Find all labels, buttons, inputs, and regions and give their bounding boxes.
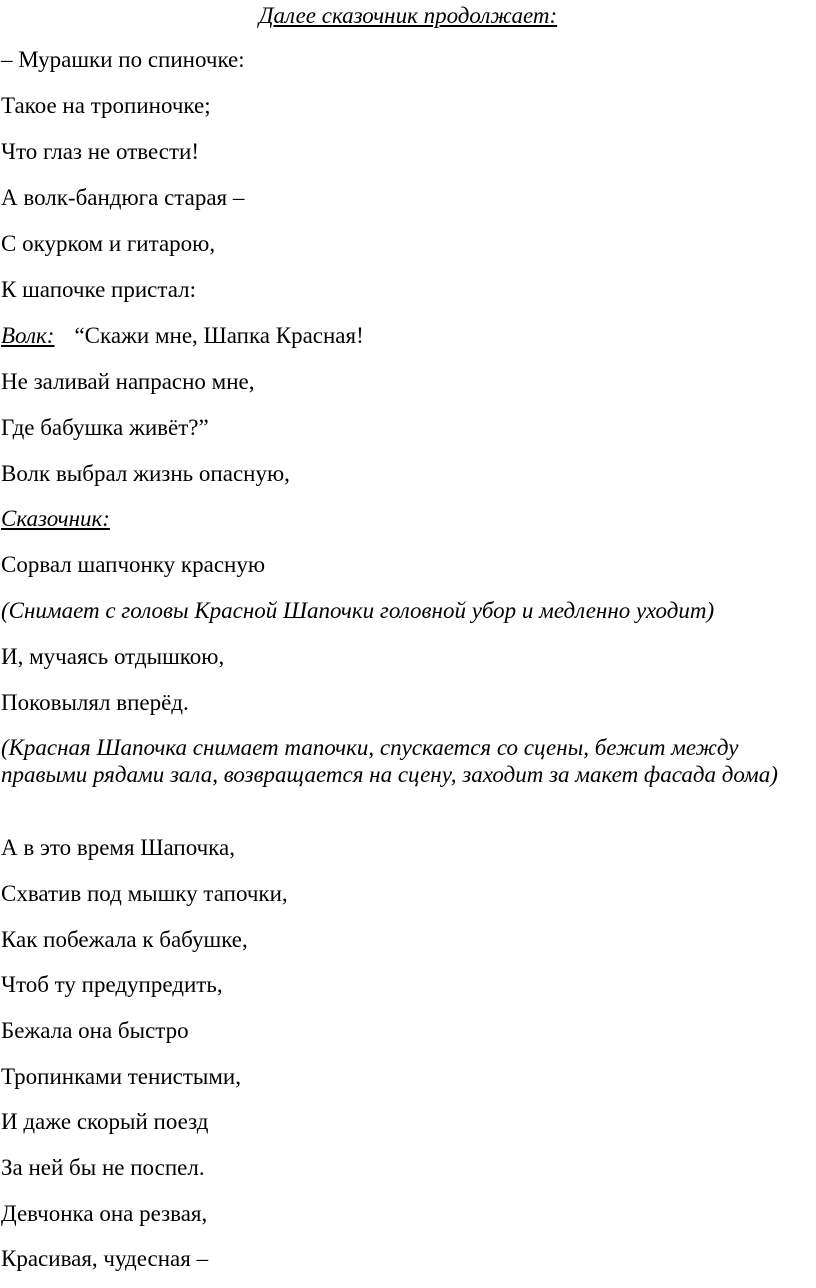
wolf-speech: “Скажи мне, Шапка Красная! bbox=[74, 323, 364, 348]
verse-line: – Мурашки по спиночке: bbox=[1, 47, 245, 72]
dialogue-line-wolf bbox=[1, 322, 364, 350]
verse-line: Схватив под мышку тапочки, bbox=[1, 881, 288, 906]
dialogue-line-narrator bbox=[1, 505, 110, 533]
verse-line: Бежала она быстро bbox=[1, 1018, 189, 1043]
stage-direction: (Красная Шапочка снимает тапочки, спускается со сцены, бежит между правыми рядами зала, возвращается на сцену, заходит за макет фасада дома) bbox=[1, 735, 778, 787]
verse-line: Сорвал шапчонку красную bbox=[1, 552, 266, 577]
verse-line: И, мучаясь отдышкою, bbox=[1, 644, 225, 669]
verse-line: Не заливай напрасно мне, bbox=[1, 369, 255, 394]
speaker-narrator: Сказочник: bbox=[1, 506, 110, 531]
verse-line: Девчонка она резвая, bbox=[1, 1201, 208, 1226]
verse-line: Волк выбрал жизнь опасную, bbox=[1, 461, 290, 486]
verse-line: Что глаз не отвести! bbox=[1, 139, 199, 164]
verse-line: Такое на тропиночке; bbox=[1, 93, 211, 118]
verse-line: Красивая, чудесная – bbox=[1, 1246, 209, 1271]
verse-line: С окурком и гитарою, bbox=[1, 231, 216, 256]
stage-direction: (Снимает с головы Красной Шапочки головной убор и медленно уходит) bbox=[1, 598, 715, 623]
speaker-wolf: Волк: bbox=[1, 323, 55, 348]
verse-line: А волк-бандюга старая – bbox=[1, 185, 245, 210]
verse-line: И даже скорый поезд bbox=[1, 1109, 209, 1134]
verse-line: А в это время Шапочка, bbox=[1, 835, 235, 860]
section-heading: Далее сказочник продолжает: bbox=[258, 3, 558, 28]
verse-line: Чтоб ту предупредить, bbox=[1, 972, 223, 997]
verse-line: К шапочке пристал: bbox=[1, 277, 196, 302]
verse-line: Тропинками тенистыми, bbox=[1, 1064, 241, 1089]
verse-line: Где бабушка живёт?” bbox=[1, 415, 209, 440]
verse-line: Как побежала к бабушке, bbox=[1, 927, 248, 952]
verse-line: За ней бы не поспел. bbox=[1, 1155, 205, 1180]
verse-line: Поковылял вперёд. bbox=[1, 690, 189, 715]
